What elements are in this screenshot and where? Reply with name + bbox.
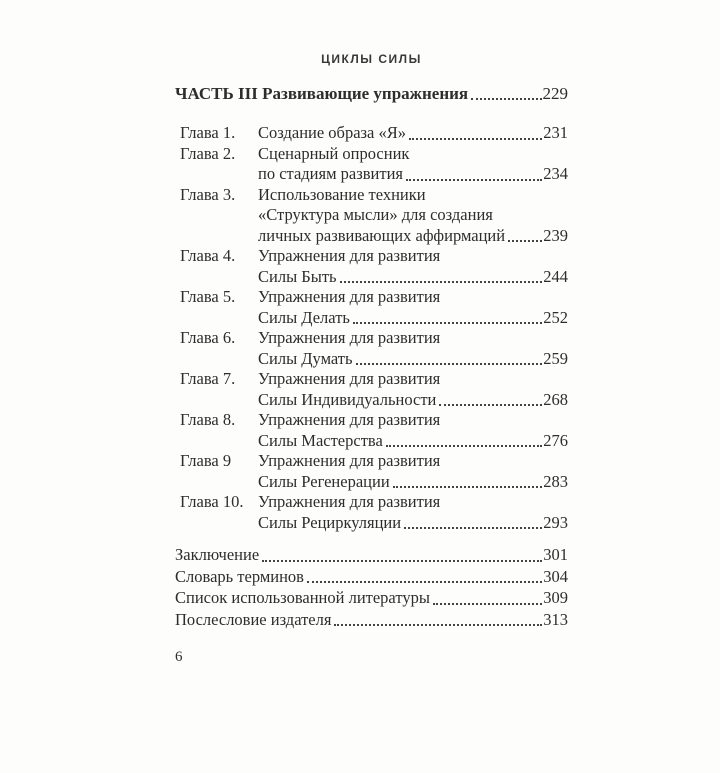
dot-leader — [406, 179, 542, 181]
chapter-label: Глава 3. — [180, 184, 236, 204]
chapter-title-line: Силы Регенерации — [258, 471, 390, 491]
toc-line — [175, 246, 568, 267]
chapter-title-line: «Структура мысли» для создания — [258, 205, 493, 224]
chapter-page-number: 244 — [543, 266, 568, 286]
chapter-page-number: 252 — [543, 307, 568, 327]
back-matter-page-number: 313 — [543, 609, 568, 629]
dot-leader — [386, 445, 542, 447]
dot-leader — [404, 527, 542, 529]
toc-line — [175, 205, 568, 226]
toc-line — [175, 164, 568, 185]
chapter-label: Глава 6. — [180, 328, 236, 347]
toc-line — [175, 472, 568, 493]
dot-leader — [471, 98, 541, 100]
chapter-title-line: Упражнения для развития — [258, 369, 441, 388]
chapter-title-line: Силы Делать — [258, 307, 350, 327]
chapter-title-line: личных развивающих аффирмаций — [258, 225, 506, 245]
chapter-label: Глава 2. — [180, 143, 236, 163]
back-matter-title: Словарь терминов — [175, 566, 304, 586]
chapter-label: Глава 8. — [180, 410, 236, 429]
back-matter-page-number: 301 — [543, 545, 568, 564]
dot-leader — [508, 240, 542, 242]
dot-leader — [334, 624, 542, 626]
toc-line — [175, 308, 568, 329]
back-matter-title: Заключение — [175, 545, 260, 564]
toc-line — [175, 451, 568, 472]
toc-entry-chapter-1 — [175, 123, 568, 144]
toc-entry-conclusion — [175, 544, 568, 566]
chapter-page-number: 283 — [543, 471, 568, 491]
toc-part-row — [175, 83, 568, 104]
toc-line — [175, 328, 568, 349]
chapter-page-number: 293 — [543, 512, 568, 532]
toc-entry-chapter-6 — [175, 328, 568, 369]
toc-entry-chapter-2 — [175, 144, 568, 185]
chapter-title-line: Упражнения для развития — [258, 492, 441, 511]
toc-line — [175, 287, 568, 308]
dot-leader — [353, 322, 542, 324]
chapter-label: Глава 4. — [180, 246, 236, 265]
back-matter-page-number: 309 — [543, 588, 568, 607]
chapter-title-line: Сценарный опросник — [258, 143, 410, 163]
part-page-number: 229 — [542, 84, 568, 103]
running-head: ЦИКЛЫ СИЛЫ — [321, 52, 422, 66]
chapter-page-number: 239 — [543, 225, 568, 245]
toc-entry-bibliography — [175, 587, 568, 609]
part-title: ЧАСТЬ III Развивающие упражнения — [175, 84, 469, 103]
chapter-label: Глава 10. — [180, 492, 244, 511]
chapter-page-number: 234 — [543, 164, 568, 183]
chapter-title-line: Силы Мастерства — [258, 430, 383, 450]
toc-line — [175, 226, 568, 247]
toc-entry-chapter-3 — [175, 185, 568, 247]
dot-leader — [409, 138, 542, 140]
dot-leader — [307, 581, 542, 583]
toc-back-matter — [175, 544, 568, 630]
chapter-title-line: Упражнения для развития — [258, 451, 441, 470]
toc-line — [175, 431, 568, 452]
chapter-title-line: Силы Думать — [258, 348, 353, 368]
chapter-title-line: Использование техники — [258, 184, 426, 204]
back-matter-title: Список использованной литературы — [175, 588, 430, 607]
book-page — [175, 53, 568, 665]
chapter-title-line: Силы Рециркуляции — [258, 512, 402, 532]
toc-entry-chapter-9 — [175, 451, 568, 492]
toc-chapter-list — [175, 123, 568, 533]
toc-line — [175, 267, 568, 288]
chapter-title-line: по стадиям развития — [258, 164, 403, 183]
toc-line — [175, 492, 568, 513]
dot-leader — [393, 486, 543, 488]
chapter-title-line: Силы Индивидуальности — [258, 389, 437, 409]
toc-entry-glossary — [175, 566, 568, 588]
toc-entry-chapter-4 — [175, 246, 568, 287]
dot-leader — [433, 603, 542, 605]
toc-entry-chapter-8 — [175, 410, 568, 451]
chapter-label: Глава 1. — [180, 123, 236, 142]
back-matter-page-number: 304 — [543, 566, 568, 586]
toc-line — [175, 390, 568, 411]
toc-line — [175, 349, 568, 370]
chapter-page-number: 231 — [543, 123, 568, 142]
toc-line — [175, 513, 568, 534]
chapter-page-number: 276 — [543, 430, 568, 450]
chapter-title-line: Упражнения для развития — [258, 410, 441, 429]
chapter-title-line: Упражнения для развития — [258, 287, 441, 306]
dot-leader — [262, 560, 542, 562]
toc-line — [175, 369, 568, 390]
toc-entry-chapter-10 — [175, 492, 568, 533]
toc-entry-afterword — [175, 609, 568, 631]
chapter-label: Глава 9 — [180, 451, 232, 470]
chapter-page-number: 259 — [543, 348, 568, 368]
toc-entry-chapter-5 — [175, 287, 568, 328]
toc-line — [175, 185, 568, 206]
back-matter-title: Послесловие издателя — [175, 609, 332, 629]
chapter-title-line: Создание образа «Я» — [258, 123, 406, 142]
toc-line — [175, 144, 568, 165]
chapter-title-line: Упражнения для развития — [258, 246, 441, 265]
folio-page-number: 6 — [175, 649, 183, 665]
chapter-page-number: 268 — [543, 389, 568, 409]
chapter-title-line: Упражнения для развития — [258, 328, 441, 347]
toc-line — [175, 123, 568, 144]
chapter-title-line: Силы Быть — [258, 266, 337, 286]
chapter-label: Глава 7. — [180, 369, 236, 388]
chapter-label: Глава 5. — [180, 287, 236, 306]
dot-leader — [340, 281, 543, 283]
toc-line — [175, 410, 568, 431]
dot-leader — [439, 404, 542, 406]
toc-entry-chapter-7 — [175, 369, 568, 410]
dot-leader — [356, 363, 543, 365]
